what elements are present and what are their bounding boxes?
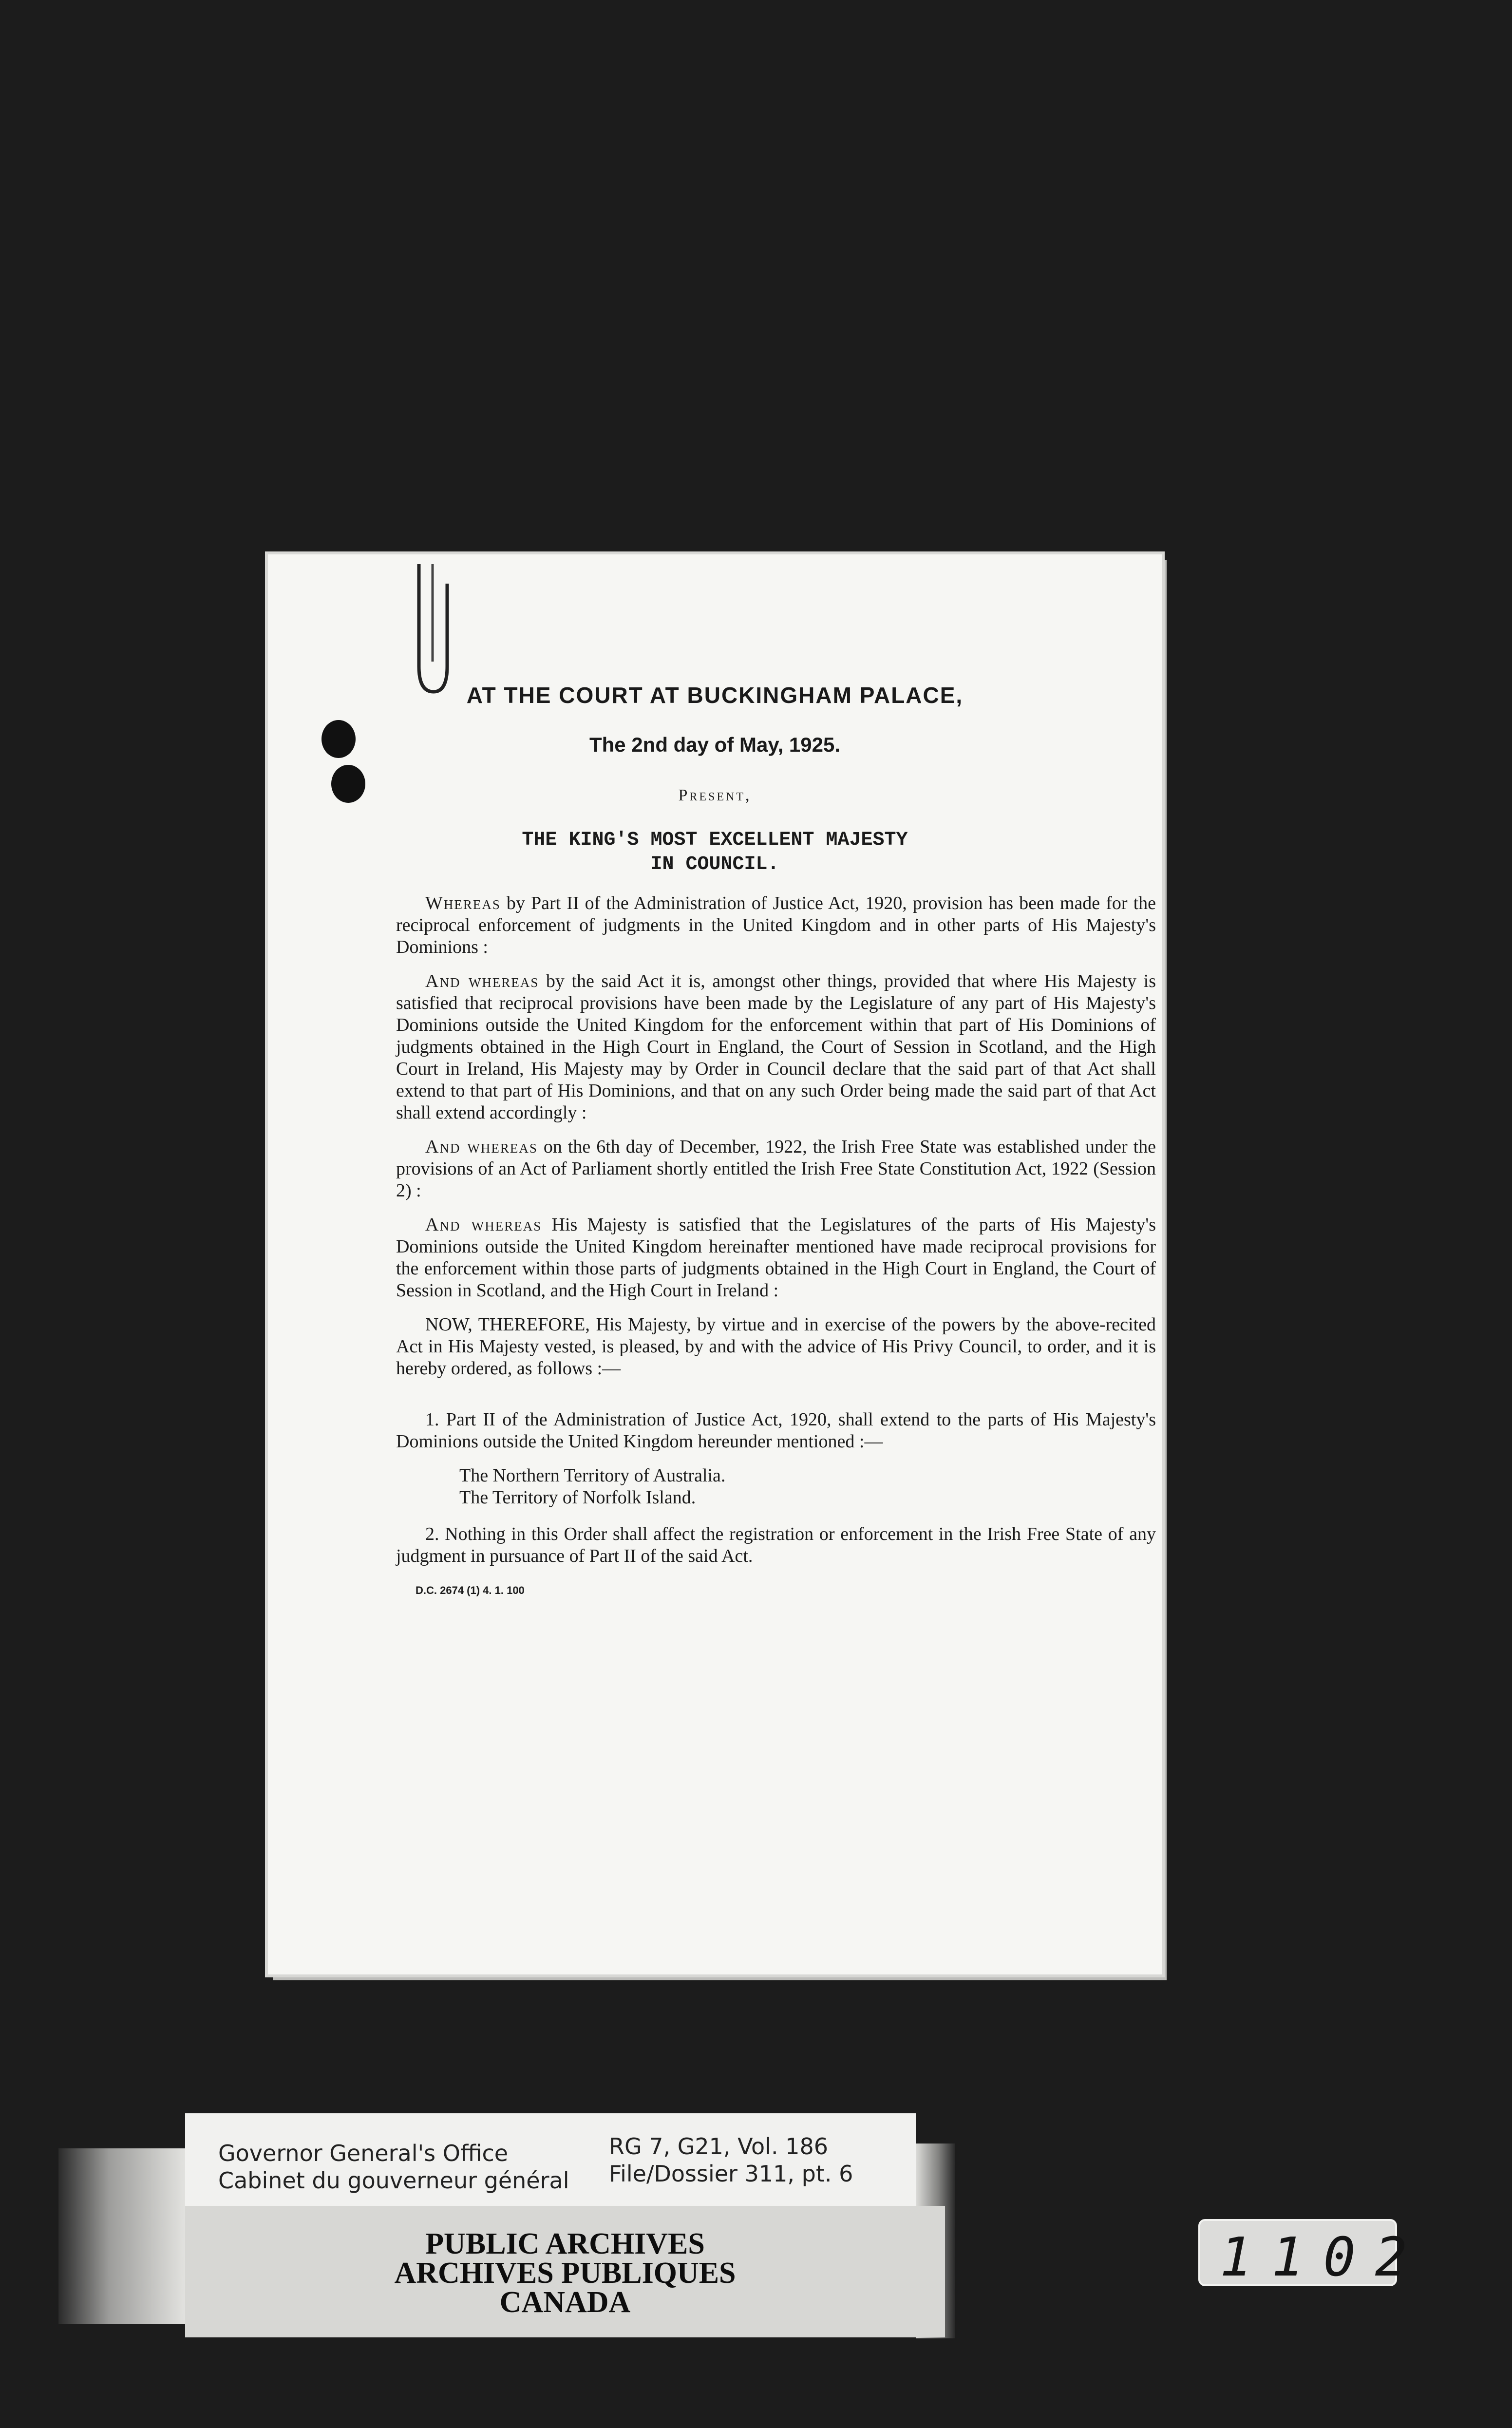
paragraph-1: [396, 892, 1156, 958]
paragraph-text: by Part II of the Administration of Justice Act, 1920, provision has been made for the reciprocal enforcement of judgments in the United Kingdom and in other parts of His Majesty's Dominions :: [396, 893, 1156, 957]
archives-line-3: CANADA: [499, 2286, 631, 2319]
film-edge-left: [58, 2148, 185, 2324]
document-page: [268, 554, 1162, 1974]
clause-1: 1. Part II of the Administration of Justice Act, 1920, shall extend to the parts of His Majesty's Dominions outside the United Kingdom hereunder mentioned :—: [396, 1409, 1156, 1452]
office-names: [218, 2140, 569, 2194]
paragraph-lead: And whereas: [425, 1214, 542, 1235]
paragraph-lead: And whereas: [425, 1137, 538, 1157]
document-heading: AT THE COURT AT BUCKINGHAM PALACE,: [466, 683, 964, 708]
territory-item: The Territory of Norfolk Island.: [459, 1487, 696, 1508]
document-date: The 2nd day of May, 1925.: [589, 733, 841, 756]
print-code: D.C. 2674 (1) 4. 1. 100: [416, 1584, 525, 1596]
majesty-line-1: THE KING'S MOST EXCELLENT MAJESTY: [522, 829, 908, 851]
archives-line-2: ARCHIVES PUBLIQUES: [394, 2257, 736, 2290]
clause-2: 2. Nothing in this Order shall affect the registration or enforcement in the Irish Free State of any judgment in pursuance of Part II of the said Act.: [396, 1524, 1156, 1566]
archives-line-1: PUBLIC ARCHIVES: [425, 2227, 705, 2260]
paragraph-text: His Majesty is satisfied that the Legislatures of the parts of His Majesty's Dominions outside the United Kingdom hereinafter mentioned have made reciprocal provisions for the enforcement within those parts of judgments obtained in the High Court in England, the Court of Session in Scotland, and the High Court in Ireland :: [396, 1214, 1156, 1301]
order-body: [396, 892, 1156, 1601]
paragraph-3: [396, 1136, 1156, 1202]
public-archives-stamp: [185, 2206, 945, 2337]
territory-item: The Northern Territory of Australia.: [459, 1465, 726, 1486]
paragraph-lead: Whereas: [425, 893, 501, 913]
paragraph-lead: And whereas: [425, 971, 539, 991]
file-number: File/Dossier 311, pt. 6: [609, 2161, 853, 2187]
record-group: RG 7, G21, Vol. 186: [609, 2133, 829, 2160]
paragraph-text: on the 6th day of December, 1922, the Irish Free State was established under the provisions of an Act of Parliament shortly entitled the Irish Free State Constitution Act, 1922 (Session 2) :: [396, 1137, 1156, 1201]
paperclip-icon: [409, 564, 453, 696]
office-english: Governor General's Office: [218, 2140, 509, 2166]
frame-number: 1102: [1220, 2226, 1427, 2288]
paragraph-text: by the said Act it is, amongst other things, provided that where His Majesty is satisfied that reciprocal provisions have been made by the Legislature of any part of His Majesty's Dominions outside the United Kingdom for the enforcement within that part of His Dominions of judgments obtained in the High Court in England, the Court of Session in Scotland, and the High Court in Ireland, His Majesty may by Order in Council declare that the said part of that Act shall extend to that part of His Dominions, and that on any such Order being made the said part of that Act shall extend accordingly :: [396, 971, 1156, 1123]
present-label: Present,: [678, 786, 752, 804]
paragraph-4: [396, 1214, 1156, 1302]
frame-number-display: [1198, 2219, 1427, 2288]
file-reference: [609, 2133, 853, 2187]
majesty-line-2: IN COUNCIL.: [650, 854, 779, 875]
archive-reference-label: [185, 2113, 916, 2206]
archives-stamp-text: [185, 2229, 945, 2317]
office-french: Cabinet du gouverneur général: [218, 2167, 569, 2194]
majesty-heading: [268, 828, 1162, 877]
paragraph-2: [396, 970, 1156, 1124]
paragraph-5: NOW, THEREFORE, His Majesty, by virtue and in exercise of the powers by the above-recited Act in His Majesty vested, is pleased, by and with the advice of His Privy Council, to order, and it is hereby ordered, as follows :—: [396, 1314, 1156, 1379]
